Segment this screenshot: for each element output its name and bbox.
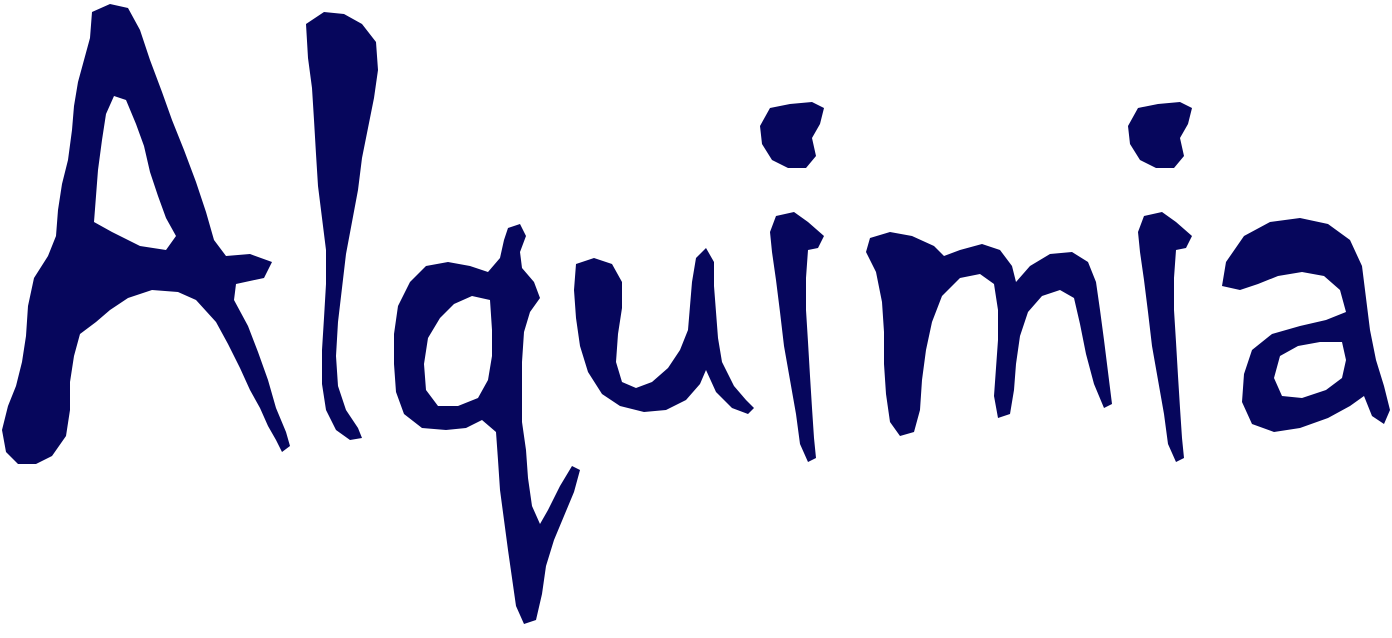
letter-i2-stem: [1138, 212, 1192, 462]
letter-l: [306, 12, 378, 440]
letter-a-capital: [2, 4, 290, 464]
letter-i-stem: [770, 212, 824, 462]
letter-m-first: [866, 232, 1112, 436]
letter-q: [394, 224, 580, 624]
letter-u: [574, 248, 754, 414]
letter-a-lower: [1222, 218, 1390, 432]
letter-i2-dot: [1128, 102, 1192, 168]
letter-i-dot: [760, 102, 824, 168]
